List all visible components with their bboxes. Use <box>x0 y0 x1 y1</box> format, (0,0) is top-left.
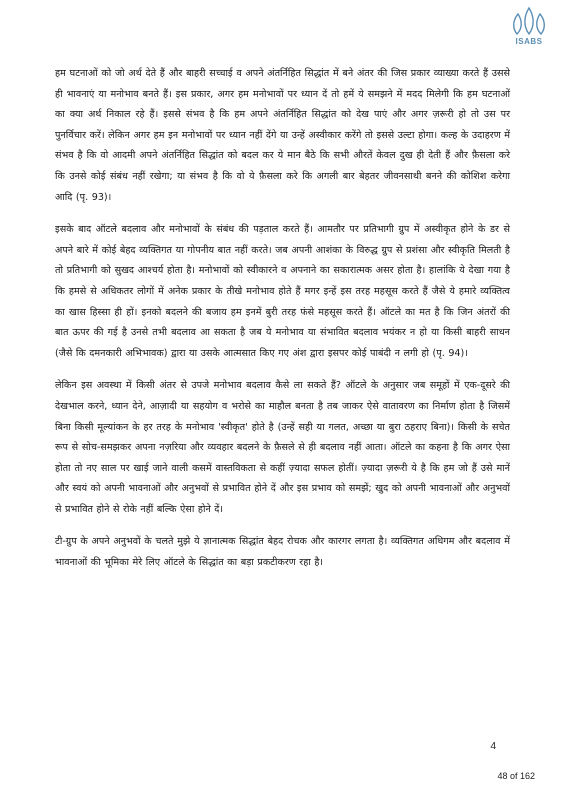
isabs-logo <box>507 6 551 50</box>
paragraph-1: हम घटनाओं को जो अर्थ देते हैं और बाहरी सच्चाई व अपने अंतर्निहित सिद्धांत में बने अंतर की जिस प्रकार व्याख्या करते हैं उससे ही भावनाएं या मनोभाव बनते हैं। इस प्रकार, अगर हम मनोभावों पर ध्यान दें तो हमें ये समझने में मदद मिलेगी कि हम घटनाओं का क्या अर्थ निकाल रहे हैं। इससे संभव है कि हम अपने अंतर्निहित सिद्धांत को देख पाएं और अगर ज़रूरी हो तो उस पर पुनर्विचार करें। लेकिन अगर हम इन मनोभावों पर ध्यान नहीं देंगे या उन्हें अस्वीकार करेंगे तो इससे उल्टा होगा। कल्ह के उदाहरण में संभव है कि वो आदमी अपने अंतर्निहित सिद्धांत को बदल कर ये मान बैठे कि सभी औरतें केवल दुख ही देती हैं और फ़ैसला करे कि उनसे कोई संबंध नहीं रखेगा; या संभव है कि वो ये फ़ैसला करे कि अगली बार बेहतर जीवनसाथी बनने की कोशिश करेगा आदि (पृ. 93)। <box>55 68 510 203</box>
page-counter: 48 of 162 <box>497 771 535 781</box>
paragraph-4: टी-ग्रुप के अपने अनुभवों के चलते मुझे ये ज्ञानात्मक सिद्धांत बेहद रोचक और कारगर लगता है। व्यक्तिगत अधिगम और बदलाव में भावनाओं की भूमिका मेरे लिए ऑटले के सिद्धांत का बड़ा प्रकटीकरण रहा है। <box>55 536 510 569</box>
paragraph-3: लेकिन इस अवस्था में किसी अंतर से उपजे मनोभाव बदलाव कैसे ला सकते हैं? ऑटले के अनुसार जब समूहों में एक-दूसरे की देखभाल करने, ध्यान देने, आज़ादी या सहयोग व भरोसे का माहौल बनता है तब जाकर ऐसे वातावरण का निर्माण होता है जिसमें बिना किसी मूल्यांकन के हर तरह के मनोभाव 'स्वीकृत' होते है (उन्हें सही या गलत, अच्छा या बुरा ठहराए बिना)। किसी के सचेत रूप से सोच-समझकर अपना नज़रिया और व्यवहार बदलने के फ़ैसले से ही बदलाव नहीं आता। ऑटले का कहना है कि अगर ऐसा होता तो नए साल पर खाई जाने वाली कसमें वास्तविकता से कहीं ज़्यादा सफल होतीं। ज़्यादा ज़रूरी ये है कि हम जो हैं उसे मानें और स्वयं को अपनी भावनाओं और अनुभवों से प्रभावित होने दें और इस प्रभाव को समझें; खुद को अपनी भावनाओं और अनुभवों से प्रभावित होने से रोके नहीं बल्कि ऐसा होने दें। <box>55 380 510 515</box>
isabs-flame-logo-icon <box>509 6 549 36</box>
logo-text: ISABS <box>515 37 543 46</box>
paragraph-2: इसके बाद ऑटले बदलाव और मनोभावों के संबंध की पड़ताल करते हैं। आमतौर पर प्रतिभागी ग्रुप में अस्वीकृत होने के डर से अपने बारे में कोई बेहद व्यक्तिगत या गोपनीय बात नहीं करते। जब अपनी आशंका के विरुद्ध ग्रुप से प्रशंसा और स्वीकृति मिलती है तो प्रतिभागी को सुखद आश्चर्य होता है। मनोभावों को स्वीकारने व अपनाने का सकारात्मक असर होता है। हालांकि ये देखा गया है कि हमसे से अधिकतर लोगों में अनेक प्रकार के तीखे मनोभाव होते हैं मगर इन्हें इस तरह महसूस करते हैं जैसे ये हमारे व्यक्तित्व का खास हिस्सा ही हों। इनको बदलने की बजाय हम इनमें बुरी तरह फंसे महसूस करते हैं। ऑटले का मत है कि जिन अंतरों की बात ऊपर की गई है उनसे तभी बदलाव आ सकता है जब ये मनोभाव या संभावित बदलाव भयंकर न हो या किसी बाहरी साधन (जैसे कि दमनकारी अभिभावक) द्वारा या उसके आत्मसात किए गए अंश द्वारा इसपर कोई पाबंदी न लगी हो (पृ. 94)। <box>55 224 510 359</box>
page-number: 4 <box>490 741 496 752</box>
document-body <box>55 64 510 586</box>
